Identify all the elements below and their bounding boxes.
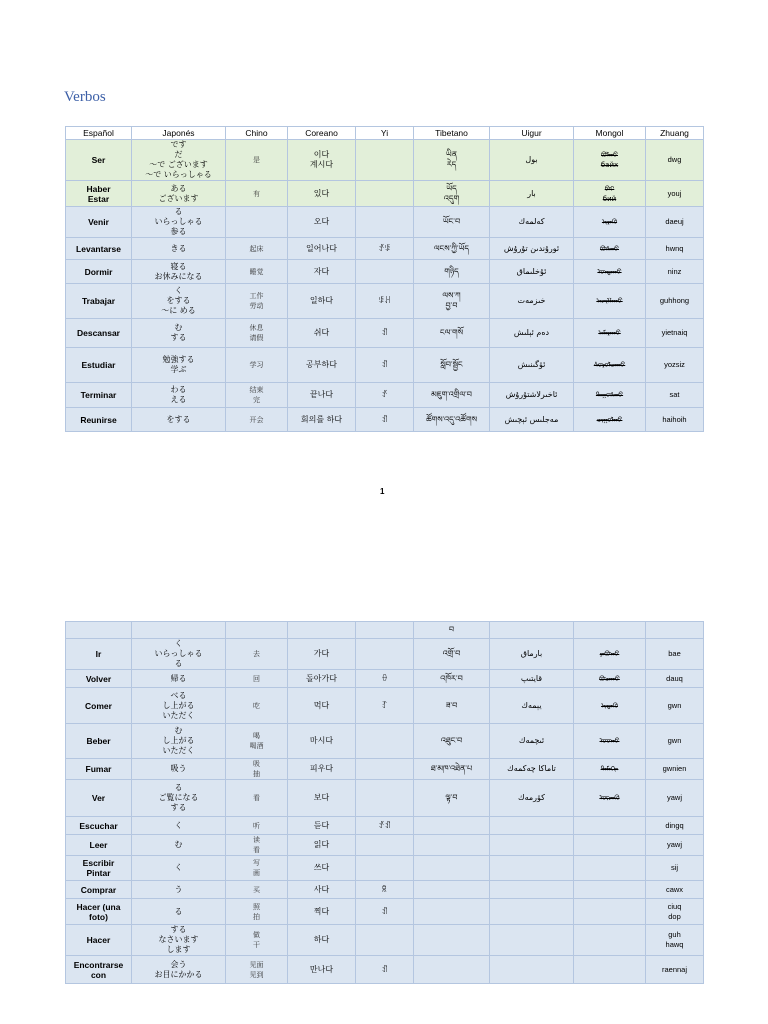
cell-ug: قايتىپ	[490, 670, 574, 688]
cell-ug: دەم ئېلىش	[490, 319, 574, 348]
cell-ug: ئاخىرلاشتۇرۇش	[490, 383, 574, 408]
cell-zh: 做 干	[226, 925, 288, 956]
table-row	[66, 956, 704, 984]
cell-es: Reunirse	[66, 408, 132, 432]
cell-mn	[574, 956, 646, 984]
table-row	[66, 881, 704, 899]
cell-ug: ئۇخلىماق	[490, 260, 574, 284]
table-row	[66, 181, 704, 207]
cell-mn: ᠢᠷᠡᠬᠦ	[574, 207, 646, 238]
cell-bo	[414, 925, 490, 956]
cell-ko: 회의를 하다	[288, 408, 356, 432]
cell-ja: 吸う	[132, 759, 226, 780]
cell-es: Dormir	[66, 260, 132, 284]
column-header: Japonés	[132, 127, 226, 140]
cell-es: Descansar	[66, 319, 132, 348]
cell-es: Haber Estar	[66, 181, 132, 207]
cell-es: Terminar	[66, 383, 132, 408]
cell-zh: 去	[226, 639, 288, 670]
cell-za: dauq	[646, 670, 704, 688]
cell-bo: བ	[414, 622, 490, 639]
cell-ko: 공부하다	[288, 348, 356, 383]
cell-bo	[414, 881, 490, 899]
cell-ug: بارماق	[490, 639, 574, 670]
table-row	[66, 207, 704, 238]
cell-ja: く をする 〜に める	[132, 284, 226, 319]
cell-ko: 돌아가다	[288, 670, 356, 688]
cell-zh: 起床	[226, 238, 288, 260]
cell-bo: ལངས་ཀྱི་ཡོད	[414, 238, 490, 260]
cell-mn	[574, 835, 646, 856]
cell-ko: 자다	[288, 260, 356, 284]
cell-bo: ཟ་བ	[414, 688, 490, 724]
table-row	[66, 856, 704, 881]
cell-za: daeuj	[646, 207, 704, 238]
cell-za: cawx	[646, 881, 704, 899]
cell-ja: きる	[132, 238, 226, 260]
cell-ko: 오다	[288, 207, 356, 238]
cell-ja: く	[132, 856, 226, 881]
cell-bo: སློབ་སྦྱོང	[414, 348, 490, 383]
cell-es: Comer	[66, 688, 132, 724]
cell-za: yozsiz	[646, 348, 704, 383]
cell-ja: ある ございます	[132, 181, 226, 207]
cell-zh: 学习	[226, 348, 288, 383]
cell-mn: ᠠᠵᠢᠯᠯᠠᠬᠤ	[574, 284, 646, 319]
column-header: Mongol	[574, 127, 646, 140]
cell-za: raennaj	[646, 956, 704, 984]
cell-yi: ꀊ	[356, 348, 414, 383]
cell-ja: る	[132, 899, 226, 925]
cell-ja: をする	[132, 408, 226, 432]
table-row	[66, 925, 704, 956]
page-title: Verbos	[64, 89, 106, 105]
cell-za: ninz	[646, 260, 704, 284]
cell-mn: ᠴᠢᠭᠤᠯᠬᠤ	[574, 408, 646, 432]
cell-za: dingq	[646, 817, 704, 835]
cell-ja: べる し上がる いただく	[132, 688, 226, 724]
cell-zh: 喝 喝酒	[226, 724, 288, 759]
cell-yi	[356, 181, 414, 207]
cell-ko: 일어나다	[288, 238, 356, 260]
table-row	[66, 348, 704, 383]
cell-ko: 이다 계시다	[288, 140, 356, 181]
cell-za: hwnq	[646, 238, 704, 260]
cell-es: Estudiar	[66, 348, 132, 383]
verbs-table-2	[65, 621, 704, 984]
cell-ja: る ご覧になる する	[132, 780, 226, 817]
cell-es: Leer	[66, 835, 132, 856]
cell-ug: كەلمەك	[490, 207, 574, 238]
cell-mn: ᠦᠵᠡᠬᠦ	[574, 780, 646, 817]
cell-bo: ཡོང་བ	[414, 207, 490, 238]
cell-zh: 听	[226, 817, 288, 835]
cell-za: haihoih	[646, 408, 704, 432]
cell-ja: む	[132, 835, 226, 856]
cell-mn: ᠢᠳᠡᠬᠦ	[574, 688, 646, 724]
cell-ko: 먹다	[288, 688, 356, 724]
cell-es: Levantarse	[66, 238, 132, 260]
cell-ko: 있다	[288, 181, 356, 207]
cell-mn: ᠤᠤᠬᠤ	[574, 724, 646, 759]
cell-ja: う	[132, 881, 226, 899]
cell-za: dwg	[646, 140, 704, 181]
cell-yi: ꀊ	[356, 899, 414, 925]
cell-es: Ser	[66, 140, 132, 181]
cell-mn: ᠪᠣᠯᠬᠤ байх	[574, 140, 646, 181]
cell-es: Hacer	[66, 925, 132, 956]
cell-bo: གཉིད	[414, 260, 490, 284]
cell-zh: 有	[226, 181, 288, 207]
cell-es: Fumar	[66, 759, 132, 780]
cell-yi: ꀋꌐ	[356, 238, 414, 260]
cell-es: Escuchar	[66, 817, 132, 835]
cell-ko: 듣다	[288, 817, 356, 835]
cell-zh: 开会	[226, 408, 288, 432]
table-row	[66, 639, 704, 670]
cell-es: Trabajar	[66, 284, 132, 319]
cell-mn	[574, 856, 646, 881]
cell-es: Ir	[66, 639, 132, 670]
cell-ko: 쉬다	[288, 319, 356, 348]
cell-mn: ᠠᠮᠠᠷᠠᠬᠤ	[574, 319, 646, 348]
table-row	[66, 817, 704, 835]
cell-za: gwn	[646, 724, 704, 759]
cell-zh: 吸 抽	[226, 759, 288, 780]
cell-yi: ꂷ	[356, 670, 414, 688]
cell-za: gwn	[646, 688, 704, 724]
cell-yi	[356, 780, 414, 817]
cell-ko: 끝나다	[288, 383, 356, 408]
column-header: Español	[66, 127, 132, 140]
verbs-table-1	[65, 126, 704, 432]
cell-zh	[226, 207, 288, 238]
cell-bo: ཡིན རེད	[414, 140, 490, 181]
cell-yi	[356, 856, 414, 881]
cell-ja: 寝る お休みになる	[132, 260, 226, 284]
cell-zh: 结束 完	[226, 383, 288, 408]
cell-ja: する なさいます します	[132, 925, 226, 956]
cell-mn: ᠳᠠᠭᠤᠰᠬᠤ	[574, 383, 646, 408]
cell-bo: ལས་ཀ བྱ་བ	[414, 284, 490, 319]
cell-zh: 写 画	[226, 856, 288, 881]
cell-es: Encontrarse con	[66, 956, 132, 984]
cell-yi: ꌐꃅ	[356, 284, 414, 319]
cell-ug	[490, 835, 574, 856]
cell-yi: ꀋ	[356, 383, 414, 408]
cell-ko: 보다	[288, 780, 356, 817]
cell-ug: ئورۇندىن تۇرۇش	[490, 238, 574, 260]
cell-za: youj	[646, 181, 704, 207]
cell-ug: تاماكا چەكمەك	[490, 759, 574, 780]
cell-ug	[490, 925, 574, 956]
cell-es: Hacer (una foto)	[66, 899, 132, 925]
table-row	[66, 759, 704, 780]
table-row	[66, 835, 704, 856]
cell-zh: 睡觉	[226, 260, 288, 284]
cell-za: yawj	[646, 780, 704, 817]
cell-mn	[574, 925, 646, 956]
cell-mn	[574, 899, 646, 925]
column-header: Yi	[356, 127, 414, 140]
cell-bo	[414, 856, 490, 881]
column-header: Chino	[226, 127, 288, 140]
cell-ja: く	[132, 817, 226, 835]
cell-ja: 勉強する 学ぶ	[132, 348, 226, 383]
cell-ja: 会う お目にかかる	[132, 956, 226, 984]
cell-ug	[490, 899, 574, 925]
cell-bo: ཐ་མཁ་འཐེན་པ	[414, 759, 490, 780]
cell-bo	[414, 899, 490, 925]
cell-zh: 买	[226, 881, 288, 899]
table-top-row	[66, 622, 704, 639]
cell-yi	[356, 724, 414, 759]
cell-ko: 피우다	[288, 759, 356, 780]
cell-za: yietnaiq	[646, 319, 704, 348]
cell-ko: 마시다	[288, 724, 356, 759]
cell-zh: 是	[226, 140, 288, 181]
cell-ko: 사다	[288, 881, 356, 899]
cell-zh: 吃	[226, 688, 288, 724]
table-row	[66, 319, 704, 348]
table-row	[66, 688, 704, 724]
cell-yi: ꀊ	[356, 956, 414, 984]
cell-ko: 만나다	[288, 956, 356, 984]
table-row	[66, 408, 704, 432]
cell-zh: 工作 劳动	[226, 284, 288, 319]
cell-yi: ꌋ	[356, 881, 414, 899]
cell-ja: む し上がる いただく	[132, 724, 226, 759]
cell-ja: です だ 〜で ございます 〜で いらっしゃる	[132, 140, 226, 181]
cell-za: yawj	[646, 835, 704, 856]
cell-ug: ئۆگىنىش	[490, 348, 574, 383]
cell-ug: خىزمەت	[490, 284, 574, 319]
table-row	[66, 238, 704, 260]
cell-ug	[490, 817, 574, 835]
cell-ug: بول	[490, 140, 574, 181]
cell-za: guhhong	[646, 284, 704, 319]
cell-mn: ᠶᠠᠪᠤᠬᠤ	[574, 639, 646, 670]
header-row	[66, 127, 704, 140]
cell-ko: 읽다	[288, 835, 356, 856]
cell-mn	[574, 817, 646, 835]
cell-bo	[414, 835, 490, 856]
cell-za: ciuq dop	[646, 899, 704, 925]
cell-yi: ꀋꀊ	[356, 817, 414, 835]
cell-mn: ᠲᠠᠮᠠᠬᠢ	[574, 759, 646, 780]
table-row	[66, 284, 704, 319]
cell-mn: ᠤᠨᠲᠠᠬᠤ	[574, 260, 646, 284]
table-row	[66, 899, 704, 925]
cell-yi: ꆈ	[356, 688, 414, 724]
cell-es: Venir	[66, 207, 132, 238]
table-row	[66, 780, 704, 817]
cell-es: Ver	[66, 780, 132, 817]
cell-yi	[356, 639, 414, 670]
cell-zh: 见面 见到	[226, 956, 288, 984]
cell-bo: འགྲོ་བ	[414, 639, 490, 670]
cell-bo	[414, 956, 490, 984]
cell-ko: 찍다	[288, 899, 356, 925]
cell-zh: 读 看	[226, 835, 288, 856]
cell-es: Escribir Pintar	[66, 856, 132, 881]
cell-ko: 일하다	[288, 284, 356, 319]
cell-es: Volver	[66, 670, 132, 688]
cell-ko: 쓰다	[288, 856, 356, 881]
cell-ug: بار	[490, 181, 574, 207]
table-row	[66, 260, 704, 284]
table-row	[66, 670, 704, 688]
cell-bo: ཡོད འདུག	[414, 181, 490, 207]
cell-yi	[356, 835, 414, 856]
cell-ja: 帰る	[132, 670, 226, 688]
cell-yi	[356, 260, 414, 284]
cell-mn: ᠪᠠᠢ бий	[574, 181, 646, 207]
cell-bo: ངལ་གསོ	[414, 319, 490, 348]
cell-za: sij	[646, 856, 704, 881]
table-row	[66, 724, 704, 759]
cell-yi: ꀊ	[356, 319, 414, 348]
cell-yi	[356, 207, 414, 238]
table-row	[66, 140, 704, 181]
column-header: Tibetano	[414, 127, 490, 140]
cell-ja: む する	[132, 319, 226, 348]
cell-bo: མཇུག་འགྲིལ་བ	[414, 383, 490, 408]
cell-bo: ཚོགས་འདུ་འཚོགས	[414, 408, 490, 432]
cell-ug: يېمەك	[490, 688, 574, 724]
cell-ug: ئىچمەك	[490, 724, 574, 759]
cell-zh: 看	[226, 780, 288, 817]
page-number: 1	[380, 487, 385, 496]
table-row	[66, 383, 704, 408]
cell-za: gwnien	[646, 759, 704, 780]
cell-mn: ᠰᠤᠷᠤᠯᠴᠠᠬᠤ	[574, 348, 646, 383]
cell-mn: ᠪᠣᠰᠬᠤ	[574, 238, 646, 260]
column-header: Zhuang	[646, 127, 704, 140]
cell-yi	[356, 140, 414, 181]
cell-mn	[574, 881, 646, 899]
cell-yi	[356, 925, 414, 956]
cell-ug	[490, 881, 574, 899]
cell-zh: 照 拍	[226, 899, 288, 925]
cell-za: sat	[646, 383, 704, 408]
cell-yi: ꀊ	[356, 408, 414, 432]
column-header: Uigur	[490, 127, 574, 140]
cell-mn: ᠪᠤᠴᠠᠬᠤ	[574, 670, 646, 688]
cell-es: Comprar	[66, 881, 132, 899]
cell-ug	[490, 856, 574, 881]
cell-za: bae	[646, 639, 704, 670]
cell-ko: 하다	[288, 925, 356, 956]
cell-zh: 回	[226, 670, 288, 688]
cell-ug: كۆرمەك	[490, 780, 574, 817]
cell-ug: مەجلىس ئېچىش	[490, 408, 574, 432]
cell-ja: く いらっしゃる る	[132, 639, 226, 670]
cell-za: guh hawq	[646, 925, 704, 956]
cell-bo: ལྟ་བ	[414, 780, 490, 817]
cell-ja: る いらっしゃる 参る	[132, 207, 226, 238]
cell-es: Beber	[66, 724, 132, 759]
column-header: Coreano	[288, 127, 356, 140]
cell-bo: འཐུང་བ	[414, 724, 490, 759]
cell-ko: 가다	[288, 639, 356, 670]
cell-bo: འཁོར་བ	[414, 670, 490, 688]
cell-yi	[356, 759, 414, 780]
cell-bo	[414, 817, 490, 835]
cell-ja: わる える	[132, 383, 226, 408]
cell-ug	[490, 956, 574, 984]
cell-zh: 休息 请假	[226, 319, 288, 348]
